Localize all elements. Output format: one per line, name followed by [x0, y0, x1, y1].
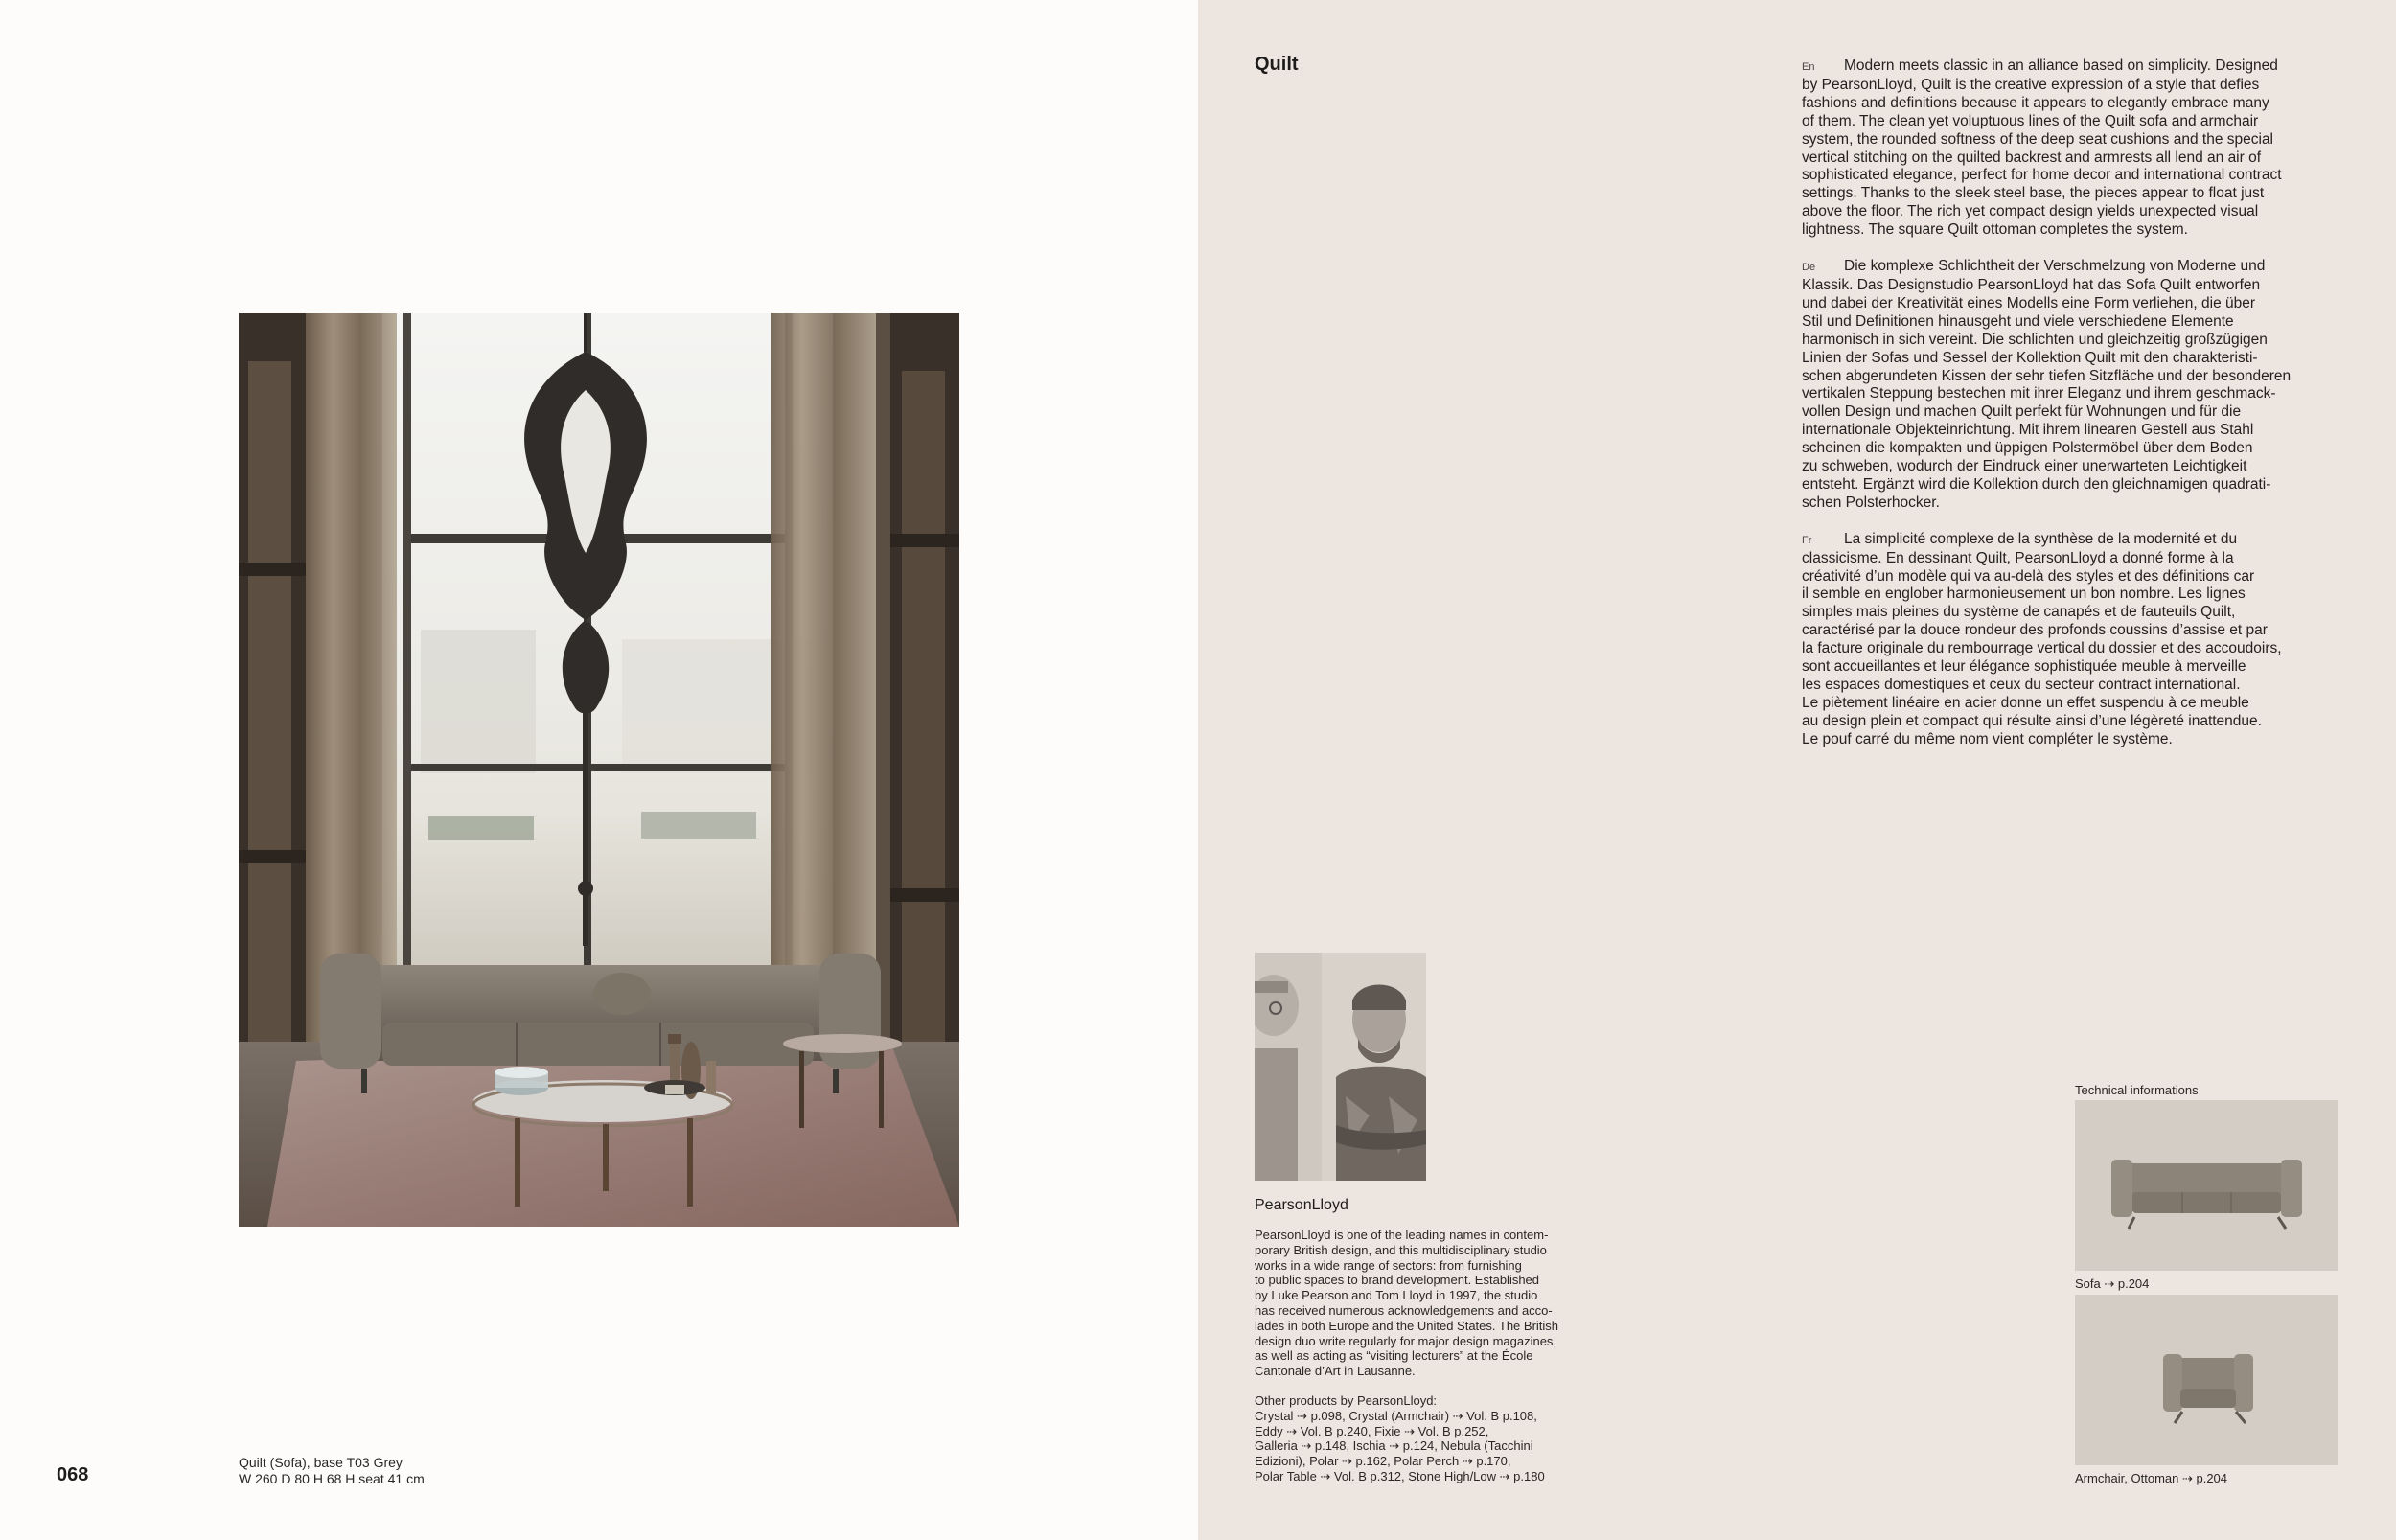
caption-line: W 260 D 80 H 68 H seat 41 cm	[239, 1471, 425, 1486]
text-line	[1802, 350, 2343, 368]
text-line-content: und dabei der Kreativität eines Modells eine Form verliehen, die über	[1802, 294, 2256, 311]
text-line	[1802, 258, 2343, 277]
other-products-heading: Other products by PearsonLloyd:	[1255, 1393, 1438, 1408]
bio-line: as well as acting as “visiting lecturers” at the École	[1255, 1348, 1533, 1364]
text-line-content: Modern meets classic in an alliance based on simplicity. Designed	[1844, 57, 2278, 74]
text-line	[1802, 677, 2343, 695]
text-line	[1802, 332, 2343, 350]
other-products-line[interactable]: Crystal ⇢ p.098, Crystal (Armchair) ⇢ Vol. B p.108,	[1255, 1408, 1537, 1423]
text-line-content: Linien der Sofas und Sessel der Kollektion Quilt mit den charakteristi-	[1802, 349, 2258, 366]
text-line	[1802, 604, 2343, 622]
text-line	[1802, 113, 2343, 131]
text-line	[1802, 713, 2343, 731]
text-line	[1802, 586, 2343, 604]
text-line	[1802, 167, 2343, 185]
text-block-de	[1802, 258, 2343, 513]
text-line-content: system, the rounded softness of the deep seat cushions and the special	[1802, 130, 2274, 148]
text-line-content: by PearsonLloyd, Quilt is the creative expression of a style that defies	[1802, 76, 2260, 93]
designer-portrait	[1255, 953, 1426, 1181]
other-products-line[interactable]: Eddy ⇢ Vol. B p.240, Fixie ⇢ Vol. B p.252,	[1255, 1423, 1489, 1438]
text-line-content: La simplicité complexe de la synthèse de la modernité et du	[1844, 530, 2238, 547]
text-line-content: sont accueillantes et leur élégance sophistiquée meuble à merveille	[1802, 658, 2246, 676]
text-line-content: zu schweben, wodurch der Eindruck einer unerwarteten Leichtigkeit	[1802, 458, 2247, 475]
text-line	[1802, 385, 2343, 403]
armchair-thumbnail[interactable]	[2075, 1295, 2338, 1465]
other-products	[1255, 1393, 1609, 1484]
text-line-content: Die komplexe Schlichtheit der Verschmelzung von Moderne und	[1844, 258, 2266, 275]
other-products-line[interactable]: Galleria ⇢ p.148, Ischia ⇢ p.124, Nebula (Tacchini	[1255, 1438, 1533, 1454]
page-number: 068	[57, 1464, 89, 1485]
armchair-page-reference[interactable]: Armchair, Ottoman ⇢ p.204	[2075, 1471, 2228, 1485]
bio-line: lades in both Europe and the United States. The British	[1255, 1318, 1559, 1333]
text-line	[1802, 313, 2343, 332]
caption-line: Quilt (Sofa), base T03 Grey	[239, 1455, 403, 1470]
text-line	[1802, 568, 2343, 586]
text-line	[1802, 131, 2343, 149]
text-line	[1802, 368, 2343, 386]
text-line	[1802, 622, 2343, 640]
text-line	[1802, 531, 2343, 550]
text-line-content: caractérisé par la douce rondeur des profonds coussins d’assise et par	[1802, 622, 2268, 639]
language-tag: En	[1802, 61, 1815, 73]
bio-line: works in a wide range of sectors: from furnishing	[1255, 1257, 1522, 1273]
text-line-content: harmonisch in sich vereint. Die schlichten und gleichzeitig großzügigen	[1802, 331, 2268, 348]
language-tag: Fr	[1802, 534, 1812, 546]
other-products-line[interactable]: Edizioni), Polar ⇢ p.162, Polar Perch ⇢ p.170,	[1255, 1454, 1511, 1469]
text-line-content: vertical stitching on the quilted backrest and armrests all lend an air of	[1802, 149, 2262, 166]
bio-line: Cantonale d’Art in Lausanne.	[1255, 1364, 1416, 1379]
text-line-content: settings. Thanks to the sleek steel base, the pieces appear to float just	[1802, 185, 2265, 202]
text-line	[1802, 77, 2343, 95]
bio-line: to public spaces to brand development. Established	[1255, 1273, 1540, 1288]
text-line	[1802, 550, 2343, 568]
text-line-content: above the floor. The rich yet compact design yields unexpected visual	[1802, 203, 2259, 220]
text-block-en	[1802, 57, 2343, 240]
text-line-content: entsteht. Ergänzt wird die Kollektion durch den gleichnamigen quadrati-	[1802, 475, 2271, 493]
multilingual-description	[1802, 57, 2343, 768]
armchair-drawing	[2075, 1295, 2338, 1465]
bio-line: has received numerous acknowledgements and acco-	[1255, 1302, 1553, 1318]
text-line	[1802, 185, 2343, 203]
bio-line: porary British design, and this multidisciplinary studio	[1255, 1242, 1547, 1257]
text-line-content: internationale Objekteinrichtung. Mit ihrem linearen Gestell aus Stahl	[1802, 422, 2254, 439]
text-line-content: la facture originale du rembourrage vertical du dossier et des accoudoirs,	[1802, 640, 2282, 657]
text-line	[1802, 221, 2343, 240]
technical-info-label: Technical informations	[2075, 1083, 2199, 1097]
photo-caption	[239, 1455, 425, 1487]
designer-bio	[1255, 1228, 1609, 1379]
language-tag: De	[1802, 262, 1816, 274]
interior-photo	[239, 313, 959, 1227]
text-line	[1802, 494, 2343, 513]
text-line-content: Le piètement linéaire en acier donne un effet suspendu à ce meuble	[1802, 694, 2249, 711]
text-line	[1802, 403, 2343, 422]
text-line	[1802, 658, 2343, 677]
text-line-content: schen Polsterhocker.	[1802, 494, 1940, 511]
text-line-content: classicisme. En dessinant Quilt, PearsonLloyd a donné forme à la	[1802, 549, 2234, 566]
text-line-content: Klassik. Das Designstudio PearsonLloyd hat das Sofa Quilt entworfen	[1802, 276, 2261, 293]
bio-line: PearsonLloyd is one of the leading names in contem-	[1255, 1228, 1549, 1242]
text-line-content: scheinen die kompakten und üppigen Polstermöbel über dem Boden	[1802, 440, 2253, 457]
designer-name: PearsonLloyd	[1255, 1197, 1348, 1213]
text-line-content: fashions and definitions because it appears to elegantly embrace many	[1802, 94, 2269, 111]
text-line-content: simples mais pleines du système de canapés et de fauteuils Quilt,	[1802, 604, 2236, 621]
bio-line: design duo write regularly for major design magazines,	[1255, 1333, 1557, 1348]
other-products-line[interactable]: Polar Table ⇢ Vol. B p.312, Stone High/Low ⇢ p.180	[1255, 1468, 1545, 1483]
text-line-content: Le pouf carré du même nom vient compléter le système.	[1802, 730, 2173, 747]
text-line-content: lightness. The square Quilt ottoman completes the system.	[1802, 221, 2188, 239]
text-line	[1802, 695, 2343, 713]
text-line-content: Stil und Definitionen hinausgeht und viele verschiedene Elemente	[1802, 312, 2234, 330]
text-line	[1802, 731, 2343, 749]
text-line-content: schen abgerundeten Kissen der sehr tiefen Sitzfläche und der besonderen	[1802, 367, 2292, 384]
text-line	[1802, 458, 2343, 476]
text-line-content: les espaces domestiques et ceux du secteur contract international.	[1802, 677, 2241, 693]
text-line	[1802, 95, 2343, 113]
text-line	[1802, 203, 2343, 221]
text-line-content: créativité d’un modèle qui va au-delà des styles et des définitions car	[1802, 567, 2255, 585]
text-line	[1802, 277, 2343, 295]
sofa-page-reference[interactable]: Sofa ⇢ p.204	[2075, 1276, 2150, 1291]
text-line	[1802, 149, 2343, 168]
text-line	[1802, 476, 2343, 494]
text-line-content: vollen Design und machen Quilt perfekt für Wohnungen und für die	[1802, 403, 2242, 421]
sofa-thumbnail[interactable]	[2075, 1100, 2338, 1271]
text-line	[1802, 57, 2343, 77]
text-line-content: vertikalen Steppung bestechen mit ihrer Eleganz und ihrem geschmack-	[1802, 385, 2276, 402]
text-line	[1802, 640, 2343, 658]
text-line	[1802, 440, 2343, 458]
text-line	[1802, 422, 2343, 440]
text-line	[1802, 295, 2343, 313]
text-line-content: au design plein et compact qui résulte ainsi d’une légèreté inattendue.	[1802, 712, 2262, 729]
interior-photo-illustration	[239, 313, 959, 1227]
text-block-fr	[1802, 531, 2343, 749]
text-line-content: of them. The clean yet voluptuous lines of the Quilt sofa and armchair	[1802, 112, 2259, 129]
sofa-drawing	[2075, 1100, 2338, 1271]
designer-portrait-illustration	[1255, 953, 1426, 1181]
text-line-content: sophisticated elegance, perfect for home decor and international contract	[1802, 167, 2282, 184]
product-title: Quilt	[1255, 54, 1299, 75]
bio-line: by Luke Pearson and Tom Lloyd in 1997, the studio	[1255, 1288, 1538, 1303]
text-line-content: il semble en englober harmonieusement un bon nombre. Les lignes	[1802, 586, 2246, 603]
